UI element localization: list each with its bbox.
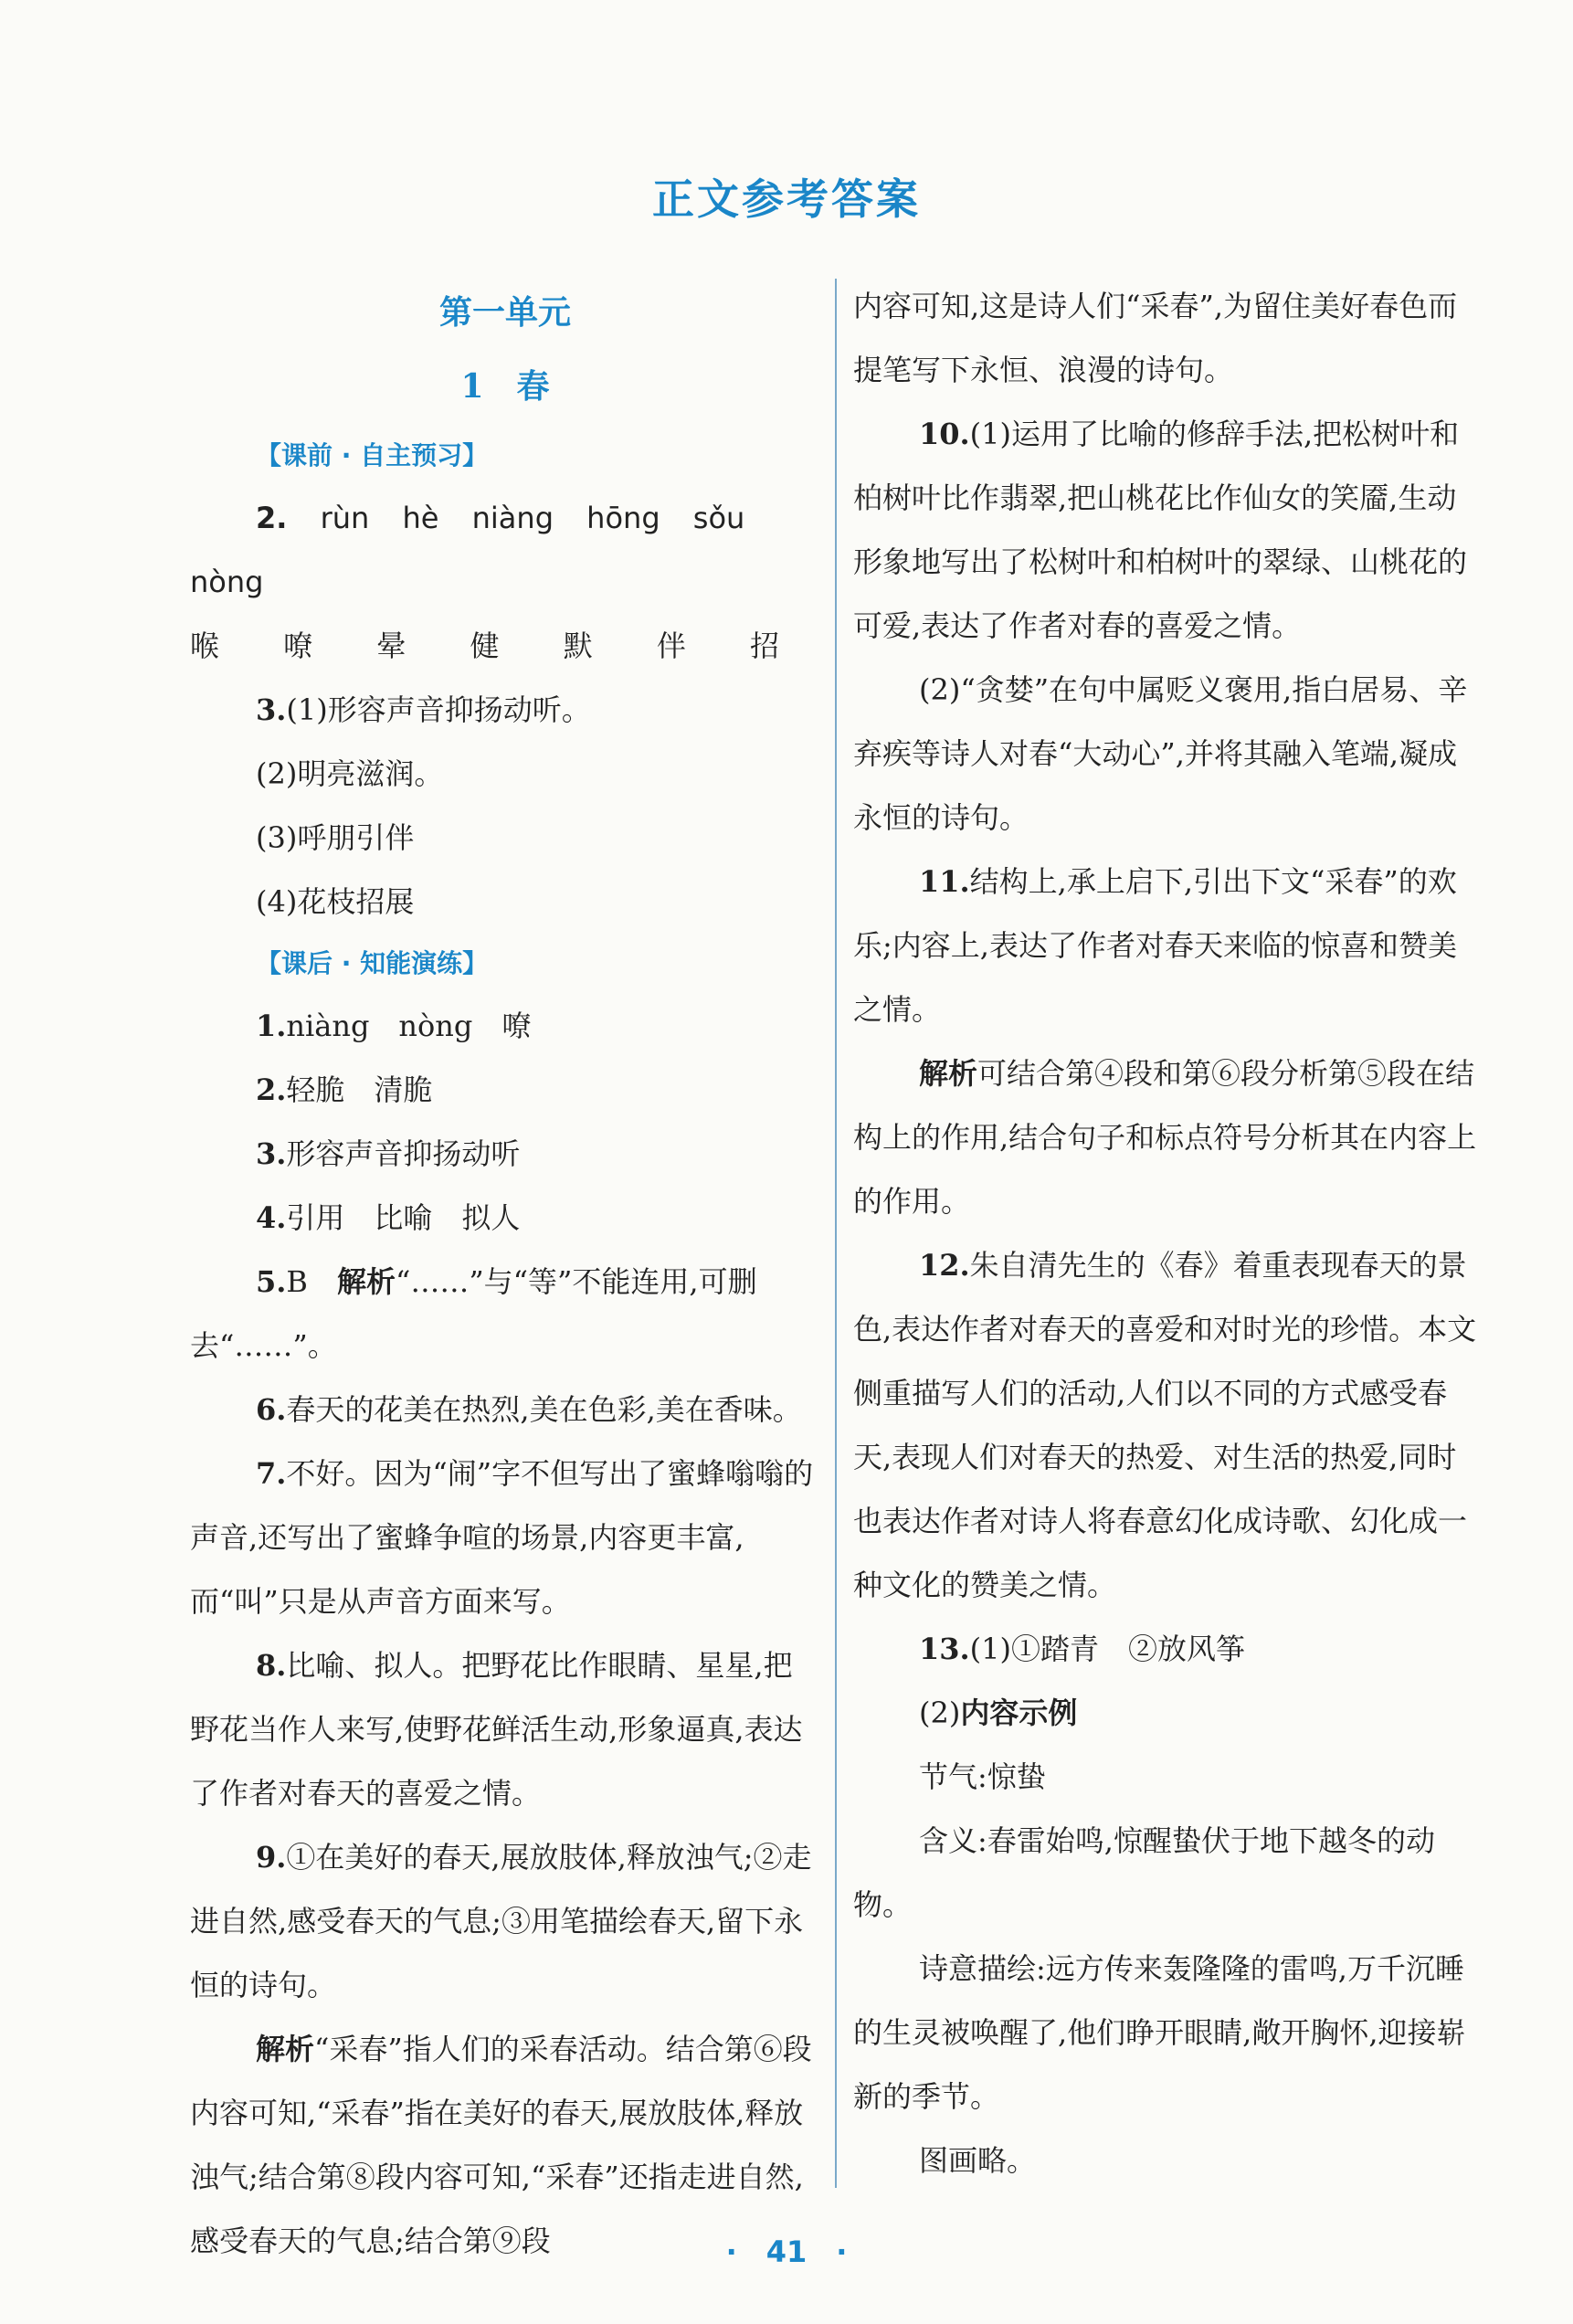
- answer-text: 春天的花美在热烈,美在色彩,美在香味。: [286, 1392, 802, 1427]
- question-number: 3.: [256, 1136, 287, 1171]
- answer-7: [190, 1442, 820, 1633]
- answer-5-cont: 去“……”。: [190, 1328, 337, 1363]
- answer-13-poetic: 诗意描绘:远方传来轰隆隆的雷鸣,万千沉睡的生灵被唤醒了,他们睁开眼睛,敞开胸怀,迎接崭新的季节。: [853, 1951, 1466, 2114]
- lesson-heading: 1 春: [460, 367, 550, 406]
- analysis-text: “……”与“等”不能连用,可删: [395, 1264, 757, 1299]
- answer-13-picture: 图画略。: [919, 2143, 1037, 2178]
- answer-text: 形容声音抑扬动听: [286, 1136, 521, 1171]
- question-number: 8.: [256, 1648, 287, 1683]
- question-number: 6.: [256, 1392, 287, 1427]
- answer-text: ①在美好的春天,展放肢体,释放浊气;②走进自然,感受春天的气息;③用笔描绘春天,留下永恒的诗句。: [190, 1840, 812, 2002]
- answer-13: [853, 1617, 1483, 1681]
- question-number: 1.: [256, 1009, 287, 1043]
- answer-11-analysis: [853, 1041, 1483, 1233]
- answer-3: [190, 1122, 820, 1186]
- question-number: 5.: [256, 1264, 287, 1299]
- right-column: [853, 274, 1483, 2192]
- section-heading-pre: 【课前 · 自主预习】: [256, 440, 489, 470]
- answer-pre-3: [190, 678, 820, 742]
- page-number: · 41 ·: [725, 2234, 848, 2269]
- answer-1: [190, 994, 820, 1058]
- answer-text: (2): [919, 1695, 961, 1730]
- answer-5: [190, 1250, 820, 1314]
- answer-11: [853, 850, 1483, 1041]
- answer-8: [190, 1633, 820, 1825]
- answer-text: 结构上,承上启下,引出下文“采春”的欢乐;内容上,表达了作者对春天来临的惊喜和赞美之情。: [853, 864, 1457, 1027]
- answer-text: 引用 比喻 拟人: [286, 1200, 521, 1235]
- question-number: 7.: [256, 1456, 287, 1491]
- answer-4: [190, 1186, 820, 1250]
- answer-text: B: [286, 1264, 337, 1299]
- answer-text: (1)①踏青 ②放风筝: [969, 1632, 1246, 1666]
- analysis-label: 解析: [919, 1056, 978, 1091]
- question-number: 13.: [919, 1632, 970, 1666]
- analysis-text: 可结合第④段和第⑥段分析第⑤段在结构上的作用,结合句子和标点符号分析其在内容上的作用。: [853, 1056, 1477, 1219]
- question-number: 11.: [919, 864, 970, 899]
- example-label: 内容示例: [960, 1695, 1078, 1730]
- answer-10-2: (2)“贪婪”在句中属贬义褒用,指白居易、辛弃疾等诗人对春“大动心”,并将其融入笔端,凝成永恒的诗句。: [853, 672, 1468, 835]
- answer-text: niàng nòng 嘹: [286, 1009, 532, 1043]
- question-number: 10.: [919, 417, 970, 451]
- answer-9-analysis-cont: 内容可知,这是诗人们“采春”,为留住美好春色而提笔写下永恒、浪漫的诗句。: [853, 289, 1458, 387]
- column-divider: [835, 279, 837, 2188]
- answer-pre-3-2: (2)明亮滋润。: [256, 756, 444, 791]
- answer-text: 比喻、拟人。把野花比作眼睛、星星,把野花当作人来写,使野花鲜活生动,形象逼真,表达了作者对春天的喜爱之情。: [190, 1648, 803, 1811]
- analysis-text: “采春”指人们的采春活动。结合第⑥段内容可知,“采春”指在美好的春天,展放肢体,释放浊气;结合第⑧段内容可知,“采春”还指走进自然,感受春天的气息;结合第⑨段: [190, 2032, 812, 2258]
- answer-text: (1)形容声音抑扬动听。: [286, 692, 591, 727]
- analysis-label: 解析: [256, 2032, 315, 2066]
- answer-2: [190, 1058, 820, 1122]
- analysis-label: 解析: [336, 1264, 396, 1299]
- question-number: 4.: [256, 1200, 287, 1235]
- answer-12: [853, 1233, 1483, 1617]
- left-column: [190, 274, 820, 2273]
- answer-13-term: 节气:惊蛰: [919, 1759, 1046, 1794]
- question-number: 3.: [256, 692, 287, 727]
- question-number: 9.: [256, 1840, 287, 1875]
- unit-heading: 第一单元: [438, 293, 571, 332]
- question-number: 2.: [256, 501, 288, 535]
- question-number: 2.: [256, 1072, 287, 1107]
- question-number: 12.: [919, 1248, 970, 1283]
- section-heading-post: 【课后 · 知能演练】: [256, 948, 489, 978]
- page-title: 正文参考答案: [652, 174, 921, 224]
- answer-text: 朱自清先生的《春》着重表现春天的景色,表达作者对春天的喜爱和对时光的珍惜。本文侧重描写人们的活动,人们以不同的方式感受春天,表现人们对春天的热爱、对生活的热爱,同时也表达作者对诗人将春意幻化成诗歌、幻化成一种文化的赞美之情。: [853, 1248, 1477, 1602]
- answer-text: 轻脆 清脆: [286, 1072, 433, 1107]
- answer-pre-2-chars: 喉 嘹 晕 健 默 伴 招: [190, 629, 808, 663]
- answer-pre-2-pinyin: [190, 486, 820, 614]
- answer-text: 不好。因为“闹”字不但写出了蜜蜂嗡嗡的声音,还写出了蜜蜂争喧的场景,内容更丰富,而“叫”只是从声音方面来写。: [190, 1456, 814, 1619]
- answer-13-2: [853, 1681, 1483, 1745]
- answer-10: [853, 402, 1483, 658]
- answer-6: [190, 1378, 820, 1442]
- answer-text: (1)运用了比喻的修辞手法,把松树叶和柏树叶比作翡翠,把山桃花比作仙女的笑靥,生动形象地写出了松树叶和柏树叶的翠绿、山桃花的可爱,表达了作者对春的喜爱之情。: [853, 417, 1468, 643]
- answer-pre-3-3: (3)呼朋引伴: [256, 820, 415, 855]
- answer-pre-3-4: (4)花枝招展: [256, 884, 415, 919]
- pinyin-text: rùn hè niàng hōng sǒu nòng: [190, 501, 745, 599]
- answer-9: [190, 1825, 820, 2017]
- answer-13-meaning: 含义:春雷始鸣,惊醒蛰伏于地下越冬的动物。: [853, 1823, 1435, 1922]
